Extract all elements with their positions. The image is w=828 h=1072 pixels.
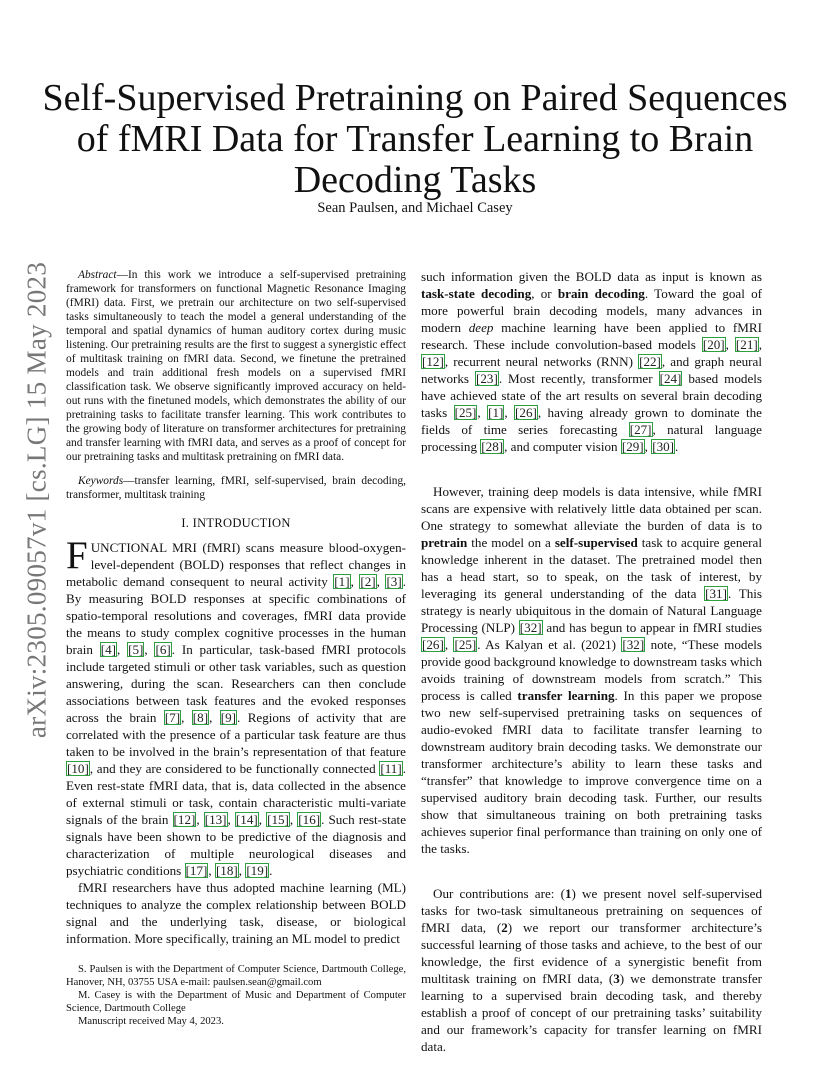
- citation-link[interactable]: [8]: [192, 710, 209, 725]
- footnote-3: Manuscript received May 4, 2023.: [78, 1016, 224, 1027]
- citation-link[interactable]: [2]: [360, 574, 376, 589]
- section-heading-introduction: I. INTRODUCTION: [181, 516, 291, 530]
- citation-link[interactable]: [3]: [386, 574, 402, 589]
- citation-link[interactable]: [16]: [298, 812, 321, 827]
- citation-link[interactable]: [28]: [481, 439, 504, 454]
- citation-link[interactable]: [25]: [454, 637, 477, 652]
- citation-link[interactable]: [21]: [735, 337, 758, 352]
- left-column: [66, 268, 406, 947]
- citation-link[interactable]: [1]: [334, 574, 350, 589]
- citation-link[interactable]: [27]: [629, 422, 652, 437]
- footnote-1: S. Paulsen is with the Department of Computer Science, Dartmouth College, Hanover, NH, 03755 USA e-mail: paulsen.sean@gmail.com: [66, 964, 406, 988]
- rich-text: fMRI researchers have thus adopted machine learning (ML) techniques to analyze the complex relationship between BOLD signal and the underlying task, disease, or biological information. More specifically, training an ML model to predict: [66, 880, 406, 946]
- bold-term: pretrain: [421, 535, 468, 550]
- citation-link[interactable]: [15]: [267, 812, 289, 827]
- citation-link[interactable]: [30]: [652, 439, 675, 454]
- bold-term: self-supervised: [554, 535, 638, 550]
- keywords: [66, 474, 406, 502]
- rich-text: UNCTIONAL MRI (fMRI) scans measure blood-oxygen-level-dependent (BOLD) responses that reflect changes in metabolic demand consequent to neural activity [1], [2], [3]. By measuring BOLD responses at specific combinations of spatio-temporal resolutions and coverages, fMRI data provide the means to study complex cognitive processes in the human brain [4], [5], [6]. In particular, task-based fMRI protocols include targeted stimuli or other task variables, such as question answering, during the scan. Researchers can then conclude associations between task features and the evoked responses across the brain [7], [8], [9]. Regions of activity that are correlated with the presence of a particular task feature are thus taken to be involved in the brain’s representation of that feature [10], and they are considered to be functionally connected [11]. Even rest-state fMRI data, that is, data collected in the absence of external stimuli or task, contain characteristic multi-variate signals of the brain [12], [13], [14], [15], [16]. Such rest-state signals have been shown to be predictive of the diagnosis and characterization of multiple neurological diseases and psychiatric conditions [17], [18], [19].: [66, 540, 406, 878]
- citation-link[interactable]: [31]: [705, 586, 727, 601]
- citation-link[interactable]: [17]: [185, 863, 208, 878]
- drop-cap: F: [66, 534, 88, 577]
- paragraph-gap: [421, 857, 762, 885]
- abstract-text: —In this work we introduce a self-supervised pretraining framework for transformers on functional Magnetic Resonance Imaging (fMRI) data. First, we pretrain our architecture on two self-supervised tasks simultaneously to teach the model a general understanding of the temporal and spatial dynamics of human auditory cortex during music listening. Our pretraining results are the first to suggest a synergistic effect of multitask training on fMRI data. Second, we finetune the pretrained models and train additional fresh models on a supervised fMRI classification task. We observe significantly improved accuracy on held-out runs with the finetuned models, which demonstrates the ability of our pretraining tasks to facilitate transfer learning. This work contributes to the growing body of literature on transformer architectures for pretraining and transfer learning with fMRI data, and serves as a proof of concept for our pretraining tasks and multitask pretraining on fMRI data.: [66, 269, 406, 463]
- arxiv-identifier-stamp: arXiv:2305.09057v1 [cs.LG] 15 May 2023: [21, 261, 52, 739]
- citation-link[interactable]: [11]: [380, 761, 402, 776]
- citation-link[interactable]: [10]: [67, 761, 89, 776]
- citation-link[interactable]: [23]: [475, 371, 498, 386]
- bold-term: 2: [501, 920, 508, 935]
- citation-link[interactable]: [32]: [622, 637, 645, 652]
- keywords-text: —transfer learning, fMRI, self-supervised, brain decoding, transformer, multitask training: [66, 475, 406, 501]
- paper-title: Self-Supervised Pretraining on Paired Sequences of fMRI Data for Transfer Learning to Brain Decoding Tasks: [42, 77, 788, 201]
- citation-link[interactable]: [26]: [515, 405, 537, 420]
- citation-link[interactable]: [19]: [246, 863, 269, 878]
- citation-link[interactable]: [26]: [422, 637, 444, 652]
- right-paragraph-3: [421, 885, 762, 1055]
- bold-term: 1: [564, 886, 572, 901]
- right-paragraph-2: [421, 483, 762, 857]
- abstract-label: Abstract: [78, 269, 117, 281]
- citation-link[interactable]: [14]: [235, 812, 258, 827]
- bold-term: brain decoding: [557, 286, 645, 301]
- citation-link[interactable]: [9]: [220, 710, 237, 725]
- citation-link[interactable]: [12]: [173, 812, 196, 827]
- citation-link[interactable]: [25]: [454, 405, 477, 420]
- citation-link[interactable]: [20]: [702, 337, 725, 352]
- intro-paragraph-2: [66, 879, 406, 947]
- citation-link[interactable]: [29]: [621, 439, 644, 454]
- citation-link[interactable]: [5]: [128, 642, 144, 657]
- bold-term: 3: [613, 971, 620, 986]
- footnote-2: M. Casey is with the Department of Music and Department of Computer Science, Dartmouth College: [66, 990, 406, 1014]
- footnotes: [66, 963, 406, 1028]
- citation-link[interactable]: [6]: [155, 642, 171, 657]
- citation-link[interactable]: [24]: [659, 371, 682, 386]
- citation-link[interactable]: [32]: [519, 620, 542, 635]
- bold-term: task-state decoding: [421, 286, 532, 301]
- keywords-label: Keywords: [78, 475, 124, 487]
- intro-paragraph-1: [66, 534, 406, 879]
- author-list: Sean Paulsen, and Michael Casey: [317, 200, 513, 216]
- bold-term: transfer learning: [517, 688, 615, 703]
- right-column: [421, 268, 762, 1055]
- citation-link[interactable]: [12]: [422, 354, 444, 369]
- abstract: [66, 268, 406, 464]
- right-paragraph-1: [421, 268, 762, 455]
- citation-link[interactable]: [13]: [204, 812, 227, 827]
- citation-link[interactable]: [22]: [639, 354, 661, 369]
- italic-term: deep: [468, 320, 494, 335]
- rich-text: However, training deep models is data intensive, while fMRI scans are expensive with relatively little data obtained per scan. One strategy to somewhat alleviate the burden of data is to pretrain the model on a self-supervised task to acquire general knowledge inherent in the dataset. The pretrained model then has a head start, so to speak, on the task of interest, by leveraging its general understanding of the data [31]. This strategy is nearly ubiquitous in the domain of Natural Language Processing (NLP) [32] and has begun to appear in fMRI studies [26], [25]. As Kalyan et al. (2021) [32] note, “These models provide good background knowledge to downstream tasks which avoids training of downstream models from scratch.” This process is called transfer learning. In this paper we propose two new self-supervised pretraining tasks on sequences of audio-evoked fMRI data to facilitate transfer learning to downstream auditory brain decoding tasks. We demonstrate our transformer architecture’s ability to learn these tasks and “transfer” that knowledge to improve convergence time on a supervised auditory brain decoding task. Further, our results show that simultaneous training on both pretraining tasks achieves superior final performance than training on only one of the tasks.: [421, 484, 762, 856]
- citation-link[interactable]: [1]: [488, 405, 504, 420]
- citation-link[interactable]: [18]: [215, 863, 238, 878]
- rich-text: such information given the BOLD data as input is known as task-state decoding, or brain decoding. Toward the goal of more powerful brain decoding models, many advances in modern deep machine learning have been applied to fMRI research. These include convolution-based models [20], [21], [12], recurrent neural networks (RNN) [22], and graph neural networks [23]. Most recently, transformer [24] based models have achieved state of the art results on several brain decoding tasks [25], [1], [26], having already grown to dominate the fields of time series forecasting [27], natural language processing [28], and computer vision [29], [30].: [421, 269, 763, 454]
- rich-text: Our contributions are: (1) we present novel self-supervised tasks for two-task simultaneous pretraining on sequences of fMRI data, (2) we report our transformer architecture’s successful learning of those tasks and achieve, to the best of our knowledge, the first evidence of a synergistic benefit from multitask training on fMRI data, (3) we demonstrate transfer learning to a supervised brain decoding task, and thereby establish a proof of concept of our pretraining tasks’ suitability and our framework’s capacity for transfer learning on fMRI data.: [421, 886, 763, 1054]
- paragraph-gap: [421, 455, 762, 483]
- citation-link[interactable]: [4]: [100, 642, 116, 657]
- citation-link[interactable]: [7]: [164, 710, 181, 725]
